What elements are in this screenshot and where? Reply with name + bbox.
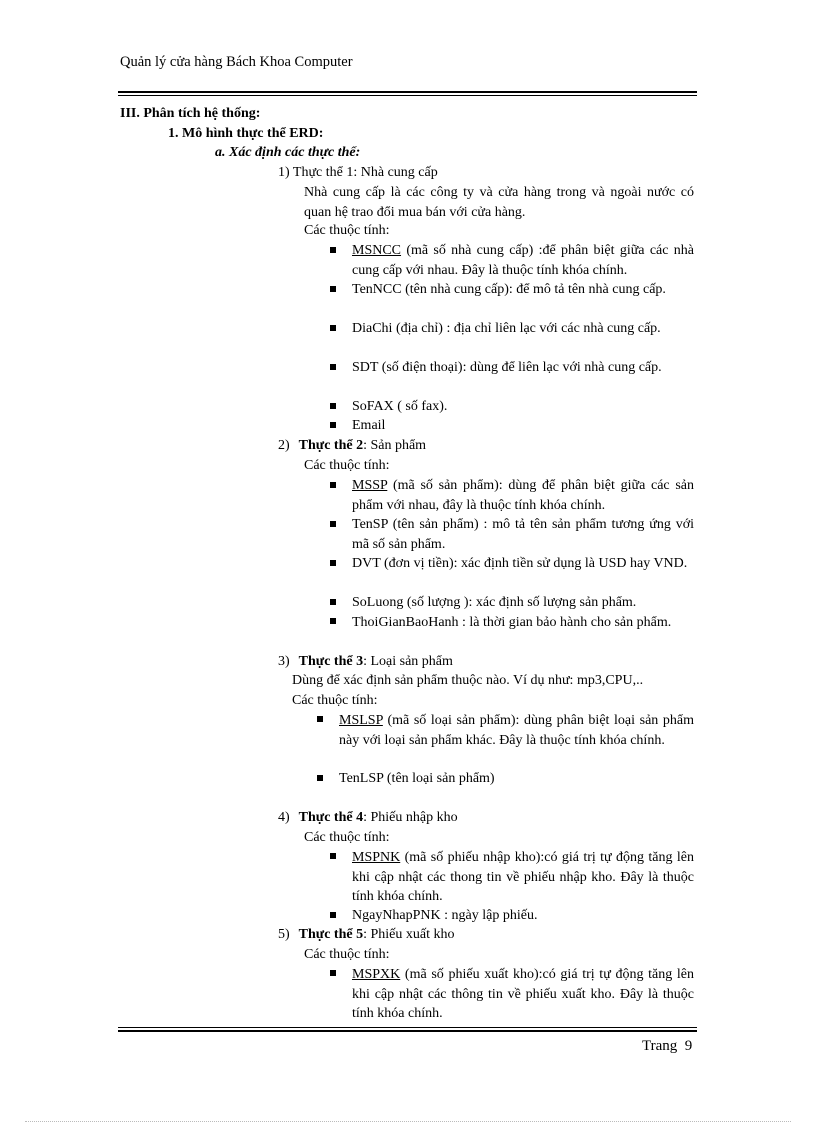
attr-key: MSSP	[352, 478, 388, 493]
entity-5-title	[278, 926, 454, 944]
page-number: Trang 9	[642, 1038, 693, 1054]
entity-1-description: Nhà cung cấp là các công ty và cửa hàng trong và ngoài nước có quan hệ trao đổi mua bán với cửa hàng.	[304, 185, 694, 220]
entity-4-attr-label: Các thuộc tính:	[304, 830, 390, 845]
entity-number: 3)	[278, 654, 290, 669]
entity-1-attr-label: Các thuộc tính:	[304, 223, 390, 238]
entity-1-title: 1) Thực thể 1: Nhà cung cấp	[278, 165, 438, 180]
entity-1-attr-1	[352, 241, 694, 280]
attr-key: MSNCC	[352, 243, 402, 258]
entity-label: Thực thể 3	[298, 654, 364, 669]
entity-2-attr-5: ThoiGianBaoHanh : là thời gian bảo hành cho sản phẩm.	[352, 615, 672, 630]
entity-label: Thực thể 5	[298, 927, 364, 942]
document-header-title: Quản lý cửa hàng Bách Khoa Computer	[120, 54, 353, 70]
bullet-icon	[330, 618, 336, 624]
section-heading: III. Phân tích hệ thống:	[120, 106, 261, 121]
entity-label: Thực thể 4	[298, 810, 364, 825]
attr-text: (mã số nhà cung cấp) :để phân biệt giữa các nhà cung cấp với nhau. Đây là thuộc tính khóa chính.	[352, 243, 694, 278]
header-rule-thin	[118, 95, 697, 96]
entity-name: : Loại sản phẩm	[363, 654, 453, 669]
bullet-icon	[330, 325, 336, 331]
entity-3-attr-1	[339, 711, 694, 750]
entity-number: 4)	[278, 810, 290, 825]
entity-number: 2)	[278, 438, 290, 453]
entity-3-attr-label: Các thuộc tính:	[292, 693, 378, 708]
entity-2-attr-4: SoLuong (số lượng ): xác định số lượng sản phẩm.	[352, 595, 637, 610]
bullet-icon	[330, 853, 336, 859]
footer-rule-thin	[118, 1027, 697, 1028]
bullet-icon	[330, 912, 336, 918]
attr-text: (mã số phiếu nhập kho):có giá trị tự động tăng lên khi cập nhật các thong tin về phiếu nhập kho. Đây là thuộc tính khóa chính.	[352, 850, 694, 904]
subsection-heading: 1. Mô hình thực thể ERD:	[168, 126, 324, 141]
subsubsection-heading: a. Xác định các thực thể:	[215, 145, 361, 160]
header-rule	[118, 91, 697, 93]
entity-5-attr-1	[352, 965, 694, 1024]
entity-1-attr-6: Email	[352, 418, 386, 433]
bullet-icon	[330, 422, 336, 428]
bullet-icon	[330, 403, 336, 409]
entity-1-attr-3: DiaChi (địa chỉ) : địa chỉ liên lạc với các nhà cung cấp.	[352, 321, 661, 336]
entity-number: 5)	[278, 927, 290, 942]
entity-1-attr-2: TenNCC (tên nhà cung cấp): để mô tả tên nhà cung cấp.	[352, 282, 666, 297]
entity-name: : Phiếu xuất kho	[363, 927, 455, 942]
attr-text: (mã số loại sản phẩm): dùng phân biệt loại sản phẩm này với loại sản phẩm khác. Đây là thuộc tính khóa chính.	[339, 713, 694, 748]
entity-1-attr-5: SoFAX ( số fax).	[352, 399, 448, 414]
entity-2-attr-2: TenSP (tên sản phẩm) : mô tả tên sản phẩm tương ứng với mã số sản phẩm.	[352, 517, 694, 552]
entity-3-attr-2: TenLSP (tên loại sản phẩm)	[339, 771, 495, 786]
entity-name: : Sản phẩm	[363, 438, 427, 453]
bullet-icon	[330, 560, 336, 566]
entity-2-attr-label: Các thuộc tính:	[304, 458, 390, 473]
bullet-icon	[330, 970, 336, 976]
footer-rule	[118, 1030, 697, 1032]
bullet-icon	[317, 775, 323, 781]
attr-key: MSPNK	[352, 850, 401, 865]
attr-text: (mã số sản phẩm): dùng để phân biệt giữa các sản phẩm với nhau, đây là thuộc tính khóa chính.	[352, 478, 694, 513]
bullet-icon	[330, 521, 336, 527]
attr-key: MSPXK	[352, 967, 401, 982]
entity-4-attr-2: NgayNhapPNK : ngày lập phiếu.	[352, 908, 538, 923]
bullet-icon	[330, 482, 336, 488]
bullet-icon	[330, 364, 336, 370]
entity-1-attr-4: SDT (số điện thoại): dùng để liên lạc với nhà cung cấp.	[352, 360, 662, 375]
attr-key: MSLSP	[339, 713, 383, 728]
entity-3-title	[278, 653, 453, 671]
entity-name: : Phiếu nhập kho	[363, 810, 458, 825]
entity-2-title	[278, 437, 426, 455]
entity-5-attr-label: Các thuộc tính:	[304, 947, 390, 962]
page-bottom-edge	[25, 1121, 791, 1122]
entity-4-title	[278, 809, 458, 827]
bullet-icon	[317, 716, 323, 722]
attr-text: (mã số phiếu xuất kho):có giá trị tự động tăng lên khi cập nhật các thông tin về phiếu xuất kho. Đây là thuộc tính khóa chính.	[352, 967, 694, 1021]
bullet-icon	[330, 247, 336, 253]
entity-2-attr-1	[352, 476, 694, 515]
entity-2-attr-3: DVT (đơn vị tiền): xác định tiền sử dụng là USD hay VND.	[352, 556, 688, 571]
bullet-icon	[330, 286, 336, 292]
entity-4-attr-1	[352, 848, 694, 907]
entity-3-description: Dùng để xác định sản phẩm thuộc nào. Ví dụ như: mp3,CPU,..	[292, 673, 644, 688]
entity-label: Thực thể 2	[298, 438, 364, 453]
bullet-icon	[330, 599, 336, 605]
